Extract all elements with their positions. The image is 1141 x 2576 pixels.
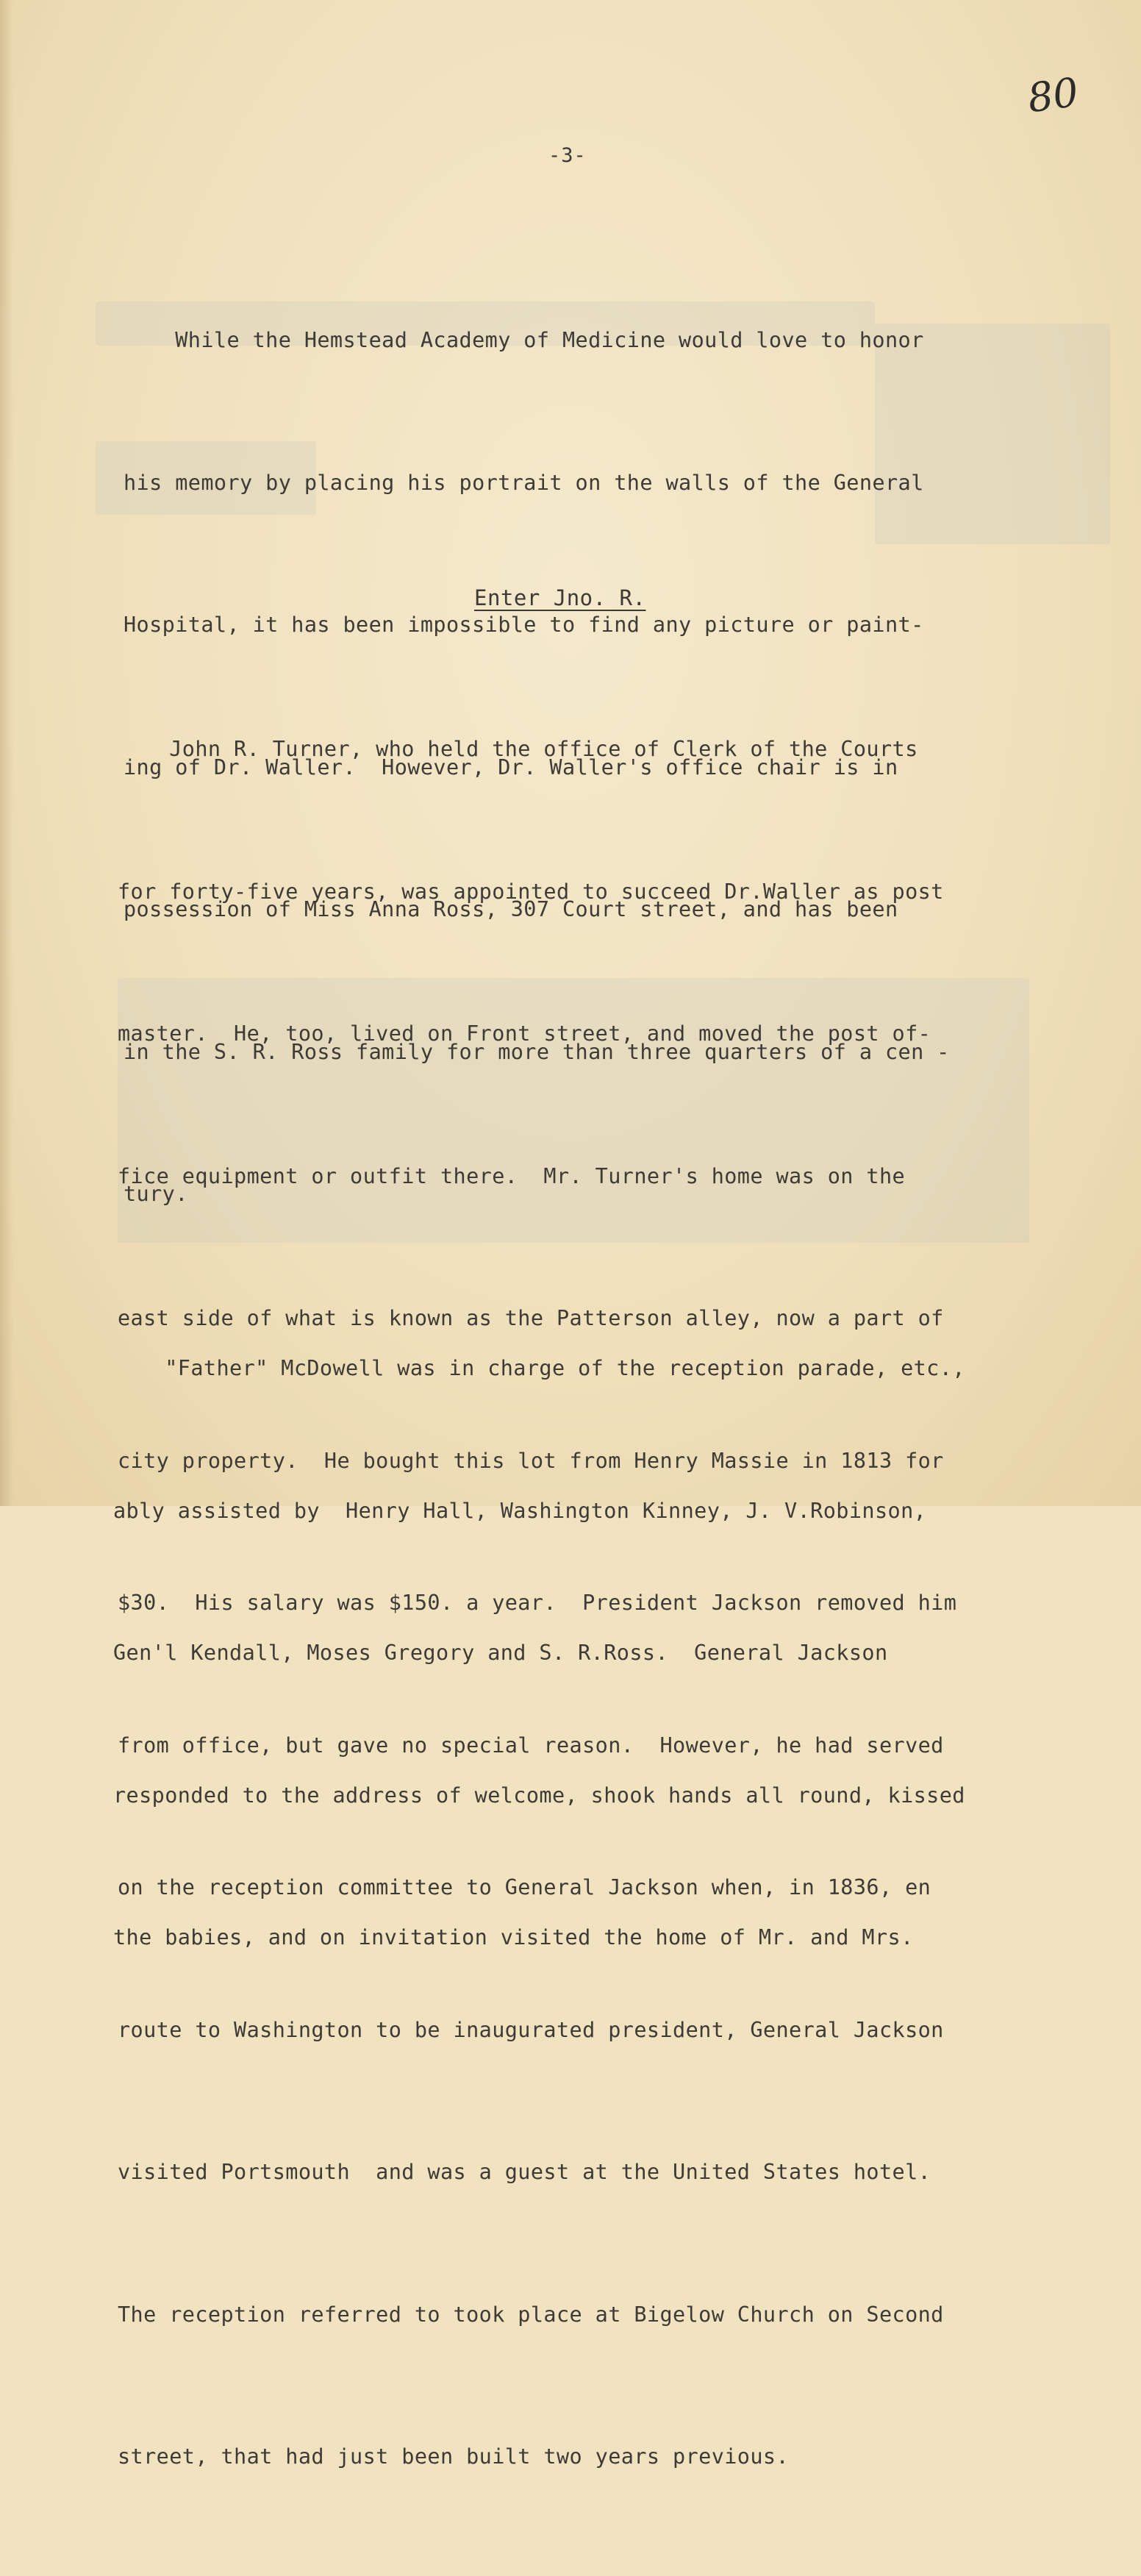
text-line: from office, but gave no special reason. However, he had served <box>118 1733 944 1758</box>
text-line: John R. Turner, who held the office of Clerk of the Courts <box>118 737 918 761</box>
text-line: The reception referred to took place at Bigelow Church on Second <box>118 2302 944 2327</box>
text-line: city property. He bought this lot from Henry Massie in 1813 for <box>118 1448 944 1473</box>
text-line: his memory by placing his portrait on the walls of the General <box>124 470 924 495</box>
text-line: the babies, and on invitation visited the home of Mr. and Mrs. <box>113 1925 914 1949</box>
page-edge-shadow <box>0 0 13 1506</box>
text-line: fice equipment or outfit there. Mr. Turner's home was on the <box>118 1163 906 1188</box>
handwritten-page-number: 80 <box>1024 68 1081 122</box>
text-line: on the reception committee to General Jackson when, in 1836, en <box>118 1875 931 1899</box>
text-line: "Father" McDowell was in charge of the reception parade, etc., <box>113 1356 965 1380</box>
text-line: street, that had just been built two years previous. <box>118 2444 790 2469</box>
text-line: east side of what is known as the Patterson alley, now a part of <box>118 1306 944 1330</box>
section-heading: Enter Jno. R. <box>474 585 646 610</box>
text-line: possession of Miss Anna Ross, 307 Court street, and has been <box>124 897 898 921</box>
text-line: master. He, too, lived on Front street, and moved the post of- <box>118 1021 931 1046</box>
text-line: in the S. R. Ross family for more than three quarters of a cen - <box>124 1039 950 1064</box>
text-line: for forty-five years, was appointed to succeed Dr.Waller as post <box>118 879 944 904</box>
text-line: tury. <box>124 1182 188 1206</box>
text-line: responded to the address of welcome, shook hands all round, kissed <box>113 1783 965 1808</box>
text-line: $30. His salary was $150. a year. President Jackson removed him <box>118 1591 957 1615</box>
paragraph-3 <box>113 1250 965 2057</box>
text-line: route to Washington to be inaugurated president, General Jackson <box>118 2017 944 2042</box>
page-marker: -3- <box>548 144 587 167</box>
text-line: ing of Dr. Waller. However, Dr. Waller's office chair is in <box>124 754 898 779</box>
text-line: ably assisted by Henry Hall, Washington Kinney, J. V.Robinson, <box>113 1498 927 1523</box>
text-line: Hospital, it has been impossible to find any picture or paint- <box>124 613 924 637</box>
text-line: While the Hemstead Academy of Medicine would love to honor <box>124 328 924 352</box>
text-line: Gen'l Kendall, Moses Gregory and S. R.Ross. General Jackson <box>113 1641 888 1665</box>
text-line: visited Portsmouth and was a guest at the United States hotel. <box>118 2160 931 2184</box>
